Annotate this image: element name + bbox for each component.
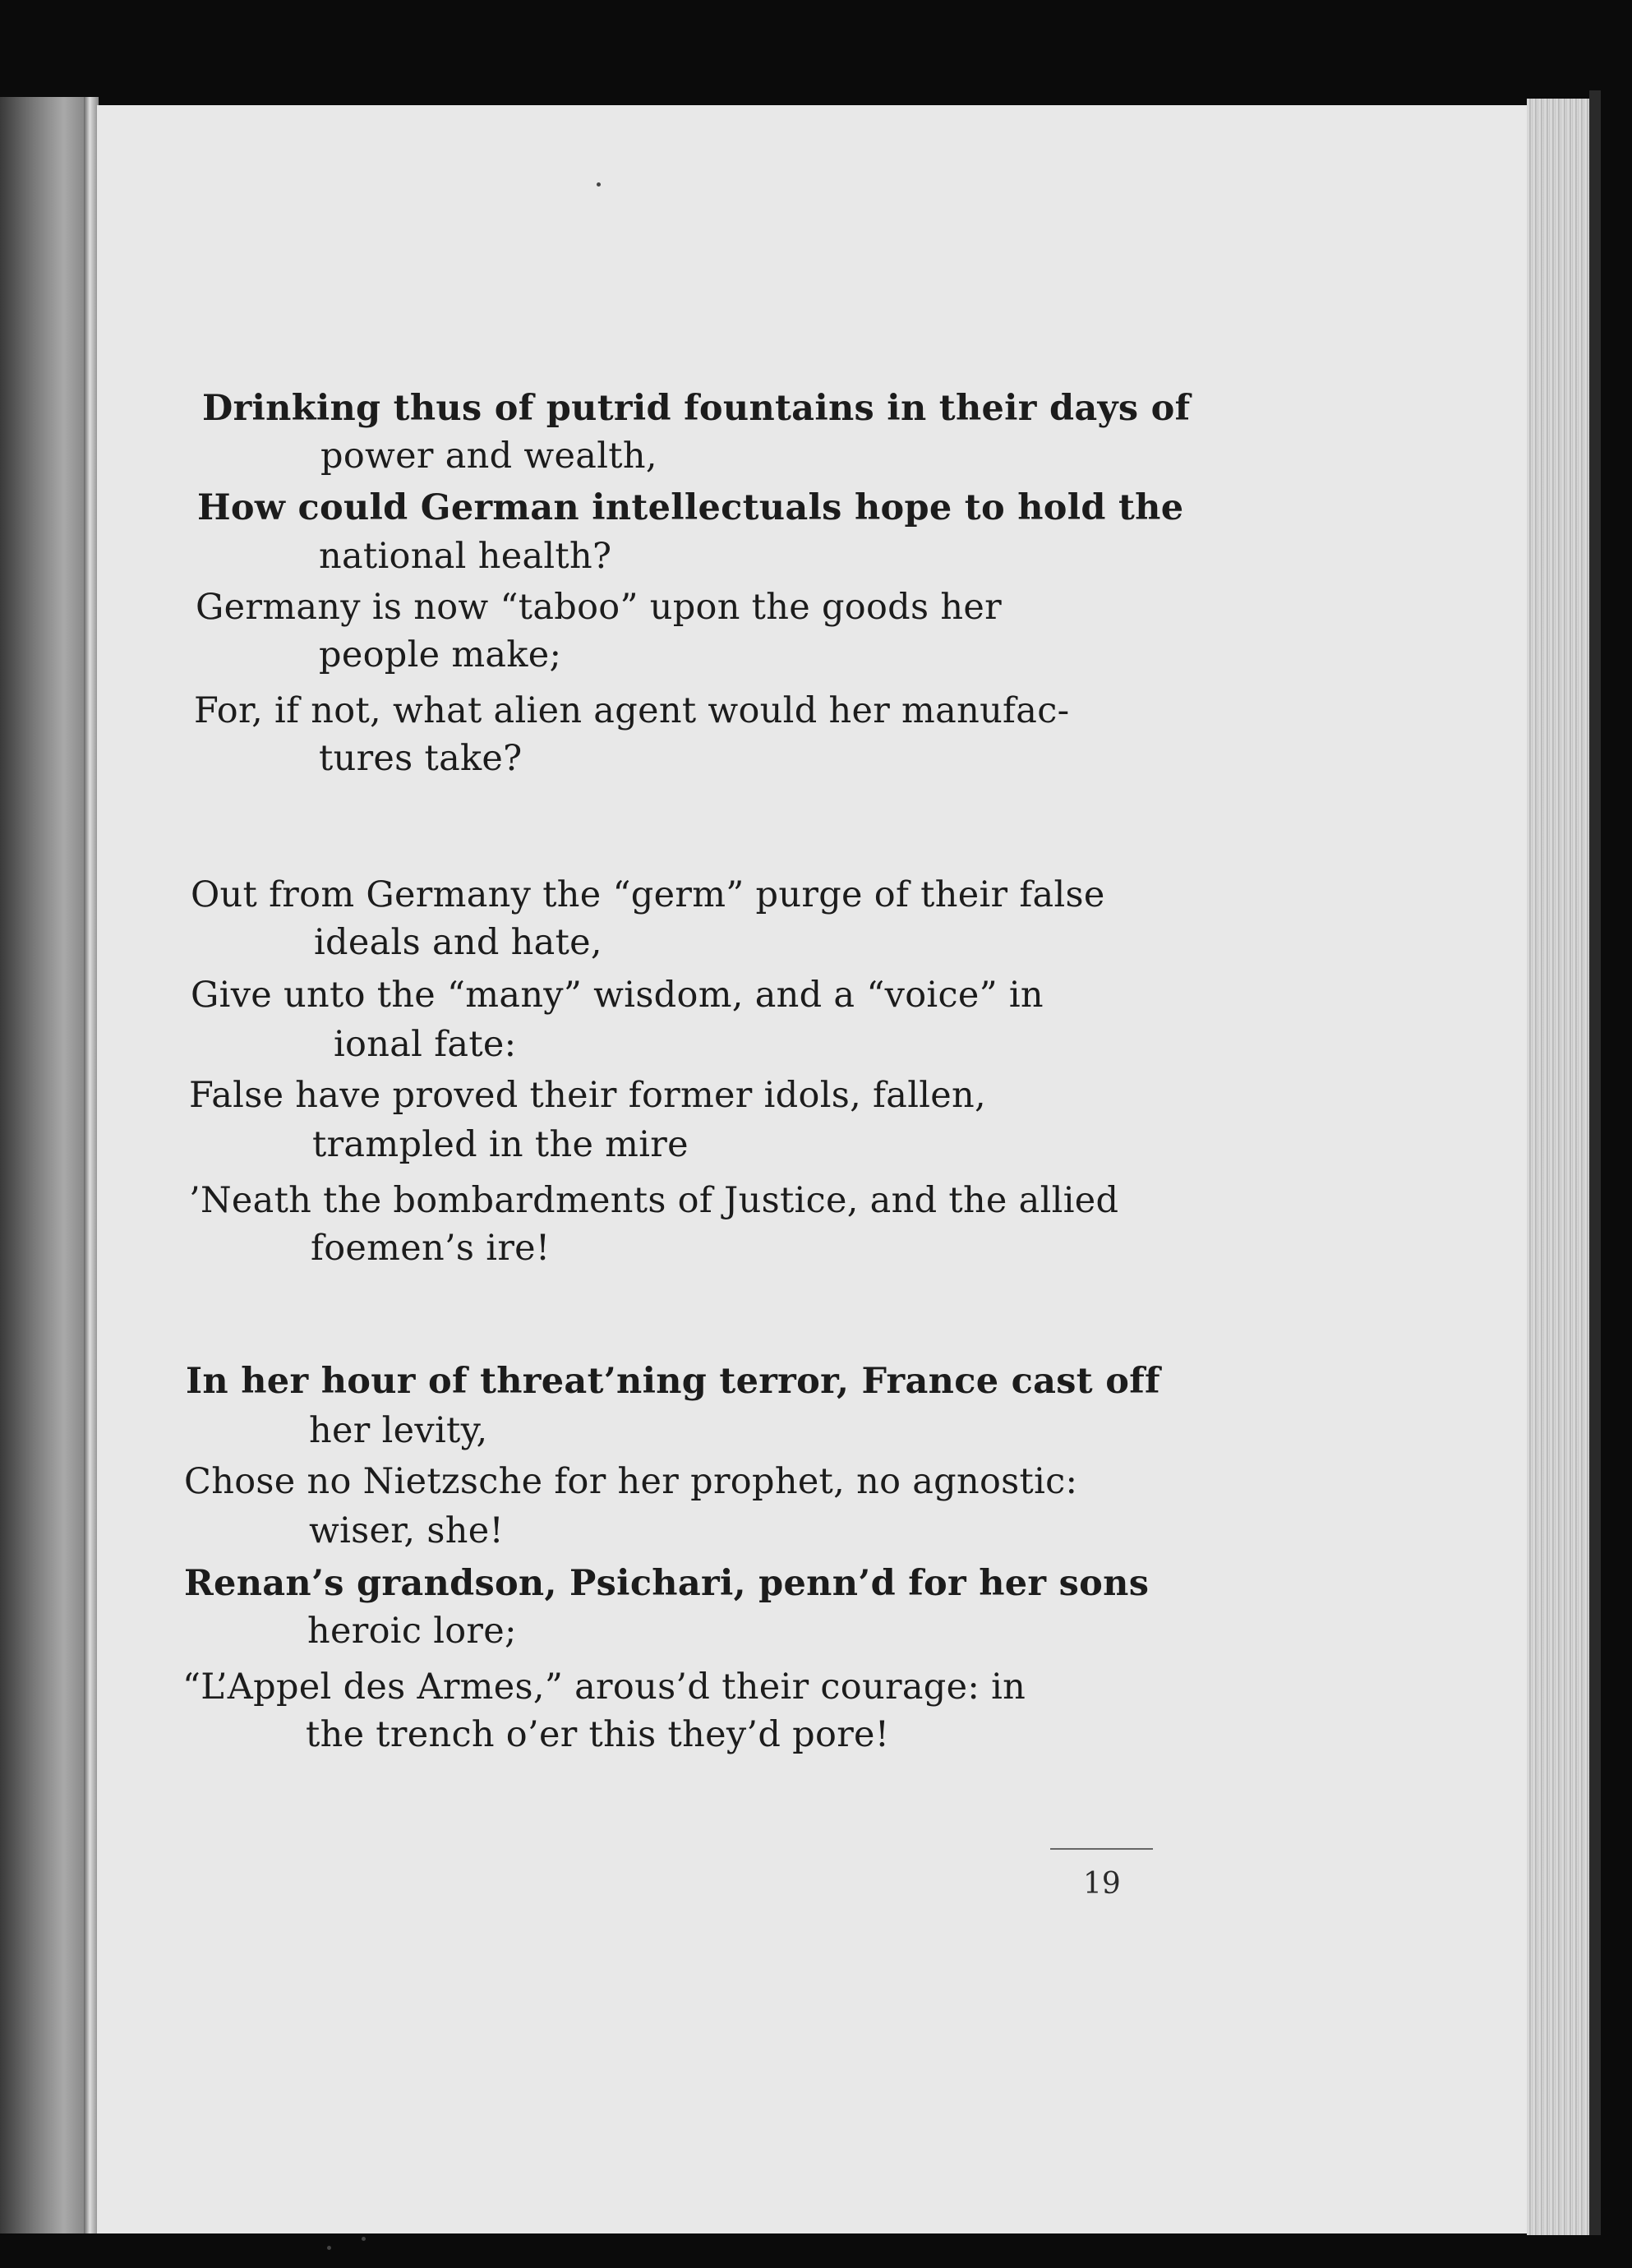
verse-line-continuation: ional fate: (334, 1024, 517, 1065)
verse-line: Drinking thus of putrid fountains in their days of (202, 388, 1191, 429)
verse-line-continuation: people make; (319, 634, 562, 675)
verse-line-continuation: trampled in the mire (312, 1124, 689, 1165)
verse-line: Renan’s grandson, Psichari, penn’d for her sons (184, 1563, 1150, 1604)
verse-line: In her hour of threat’ning terror, France cast off (186, 1361, 1160, 1402)
verse-line: Give unto the “many” wisdom, and a “voice” in (191, 975, 1044, 1016)
footer-rule (1050, 1848, 1153, 1850)
verse-line-continuation: heroic lore; (307, 1611, 517, 1652)
verse-line: False have proved their former idols, fallen, (189, 1075, 987, 1116)
verse-line-continuation: tures take? (319, 738, 523, 779)
verse-line: ’Neath the bombardments of Justice, and the allied (189, 1180, 1119, 1221)
verse-line-continuation: the trench o’er this they’d pore! (306, 1714, 890, 1755)
verse-line-continuation: foemen’s ire! (311, 1228, 551, 1269)
verse-line-continuation: wiser, she! (309, 1510, 505, 1551)
verse-line: Germany is now “taboo” upon the goods her (196, 587, 1002, 628)
verse-line: How could German intellectuals hope to hold the (197, 487, 1184, 528)
verse-line-continuation: ideals and hate, (314, 922, 602, 963)
verse-line-continuation: her levity, (309, 1410, 488, 1451)
verse-line: Chose no Nietzsche for her prophet, no agnostic: (184, 1461, 1078, 1502)
verse-line: Out from Germany the “germ” purge of their false (191, 874, 1105, 915)
verse-line: For, if not, what alien agent would her manufac- (194, 690, 1070, 731)
page-number: 19 (1083, 1867, 1121, 1901)
verse-line: “L’Appel des Armes,” arous’d their courage: in (182, 1666, 1026, 1708)
verse-line-continuation: national health? (319, 536, 612, 577)
verse-line-continuation: power and wealth, (320, 436, 657, 477)
